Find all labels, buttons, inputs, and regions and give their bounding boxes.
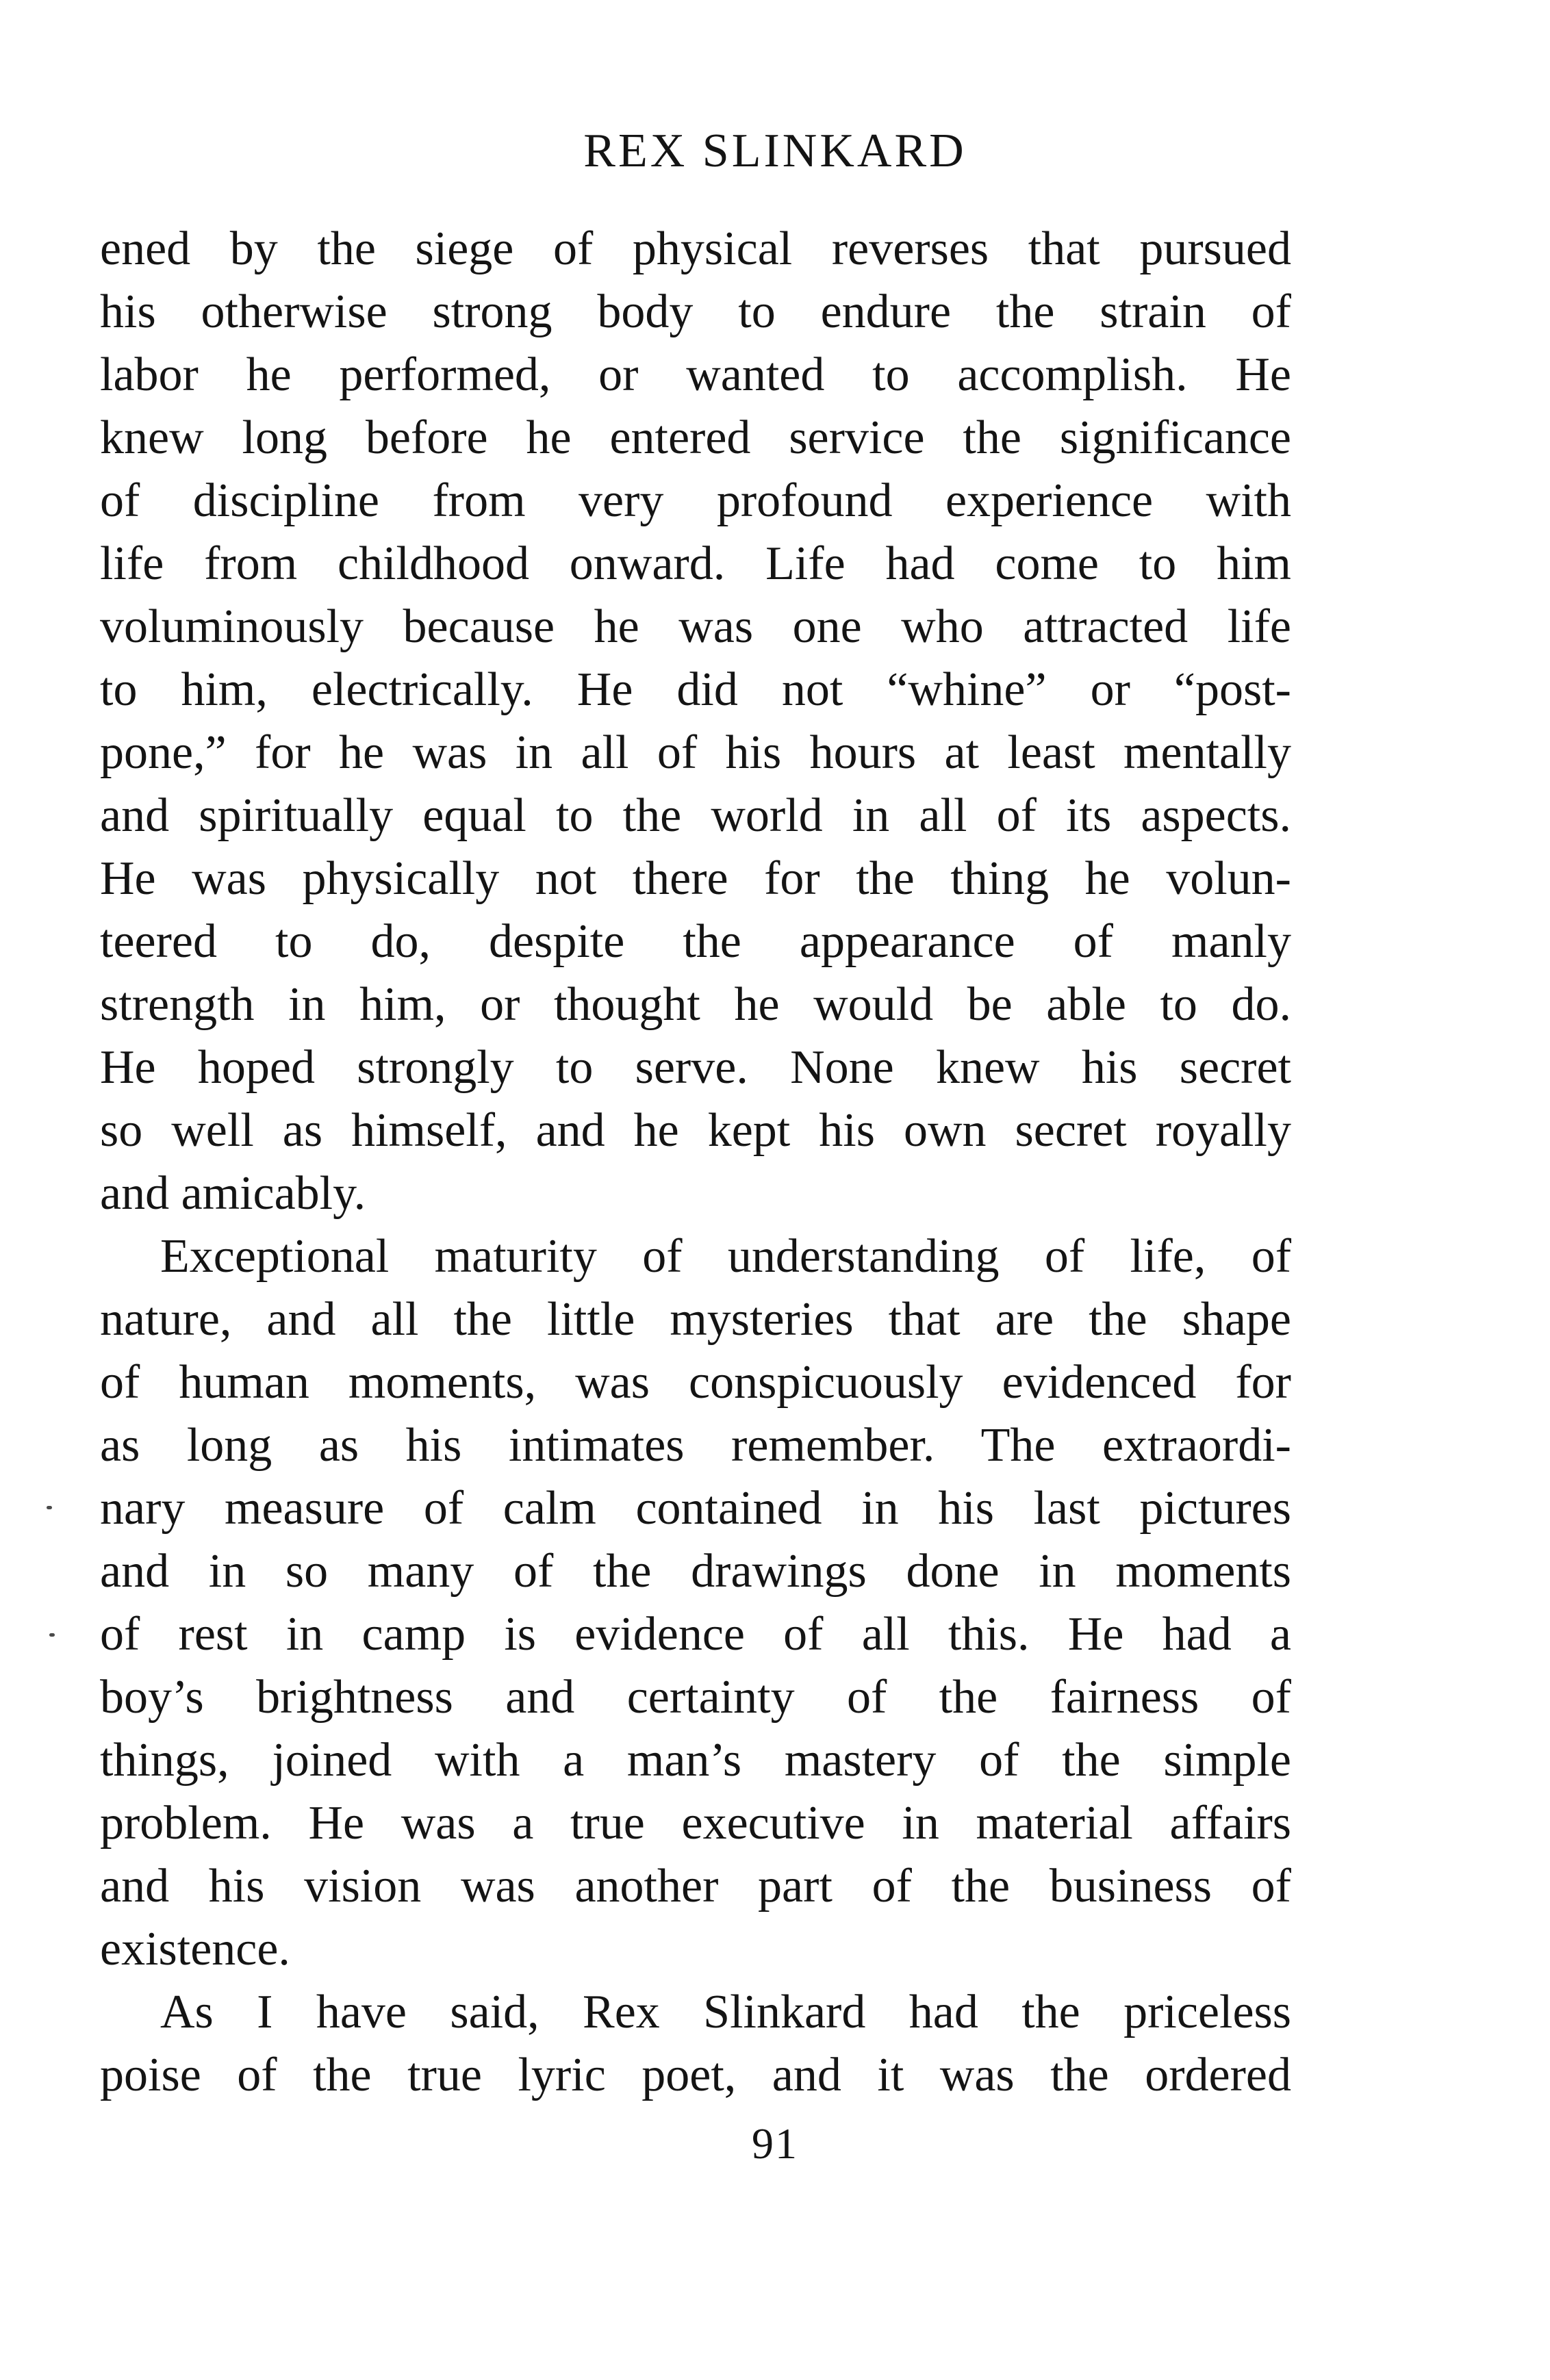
text-line: labor he performed, or wanted to accomplish. He bbox=[100, 348, 1291, 401]
text-line: existence. bbox=[100, 1923, 290, 1975]
text-line: things, joined with a man’s mastery of the simple bbox=[100, 1734, 1291, 1787]
text-line: nature, and all the little mysteries that are the shape bbox=[100, 1293, 1291, 1346]
text-line: Exceptional maturity of understanding of life, of bbox=[160, 1230, 1291, 1283]
text-line: to him, electrically. He did not “whine” or “post- bbox=[100, 663, 1291, 716]
text-line: boy’s brightness and certainty of the fairness of bbox=[100, 1671, 1291, 1724]
page-number: 91 bbox=[752, 2119, 798, 2168]
text-line: He hoped strongly to serve. None knew his secret bbox=[100, 1041, 1291, 1094]
text-line: and amicably. bbox=[100, 1167, 366, 1220]
text-line: nary measure of calm contained in his last pictures bbox=[100, 1482, 1291, 1535]
text-line: and in so many of the drawings done in moments bbox=[100, 1545, 1291, 1598]
text-line: knew long before he entered service the significance bbox=[100, 411, 1291, 464]
margin-speck bbox=[49, 1633, 55, 1637]
text-line: of discipline from very profound experience with bbox=[100, 474, 1291, 527]
running-head: REX SLINKARD bbox=[583, 125, 967, 177]
text-line: He was physically not there for the thing he volun- bbox=[100, 852, 1291, 905]
text-line: and spiritually equal to the world in all of its aspects. bbox=[100, 789, 1291, 842]
text-line: and his vision was another part of the business of bbox=[100, 1860, 1291, 1912]
text-line: teered to do, despite the appearance of manly bbox=[100, 915, 1291, 968]
text-line: As I have said, Rex Slinkard had the priceless bbox=[160, 1986, 1291, 2038]
text-line: ened by the siege of physical reverses that pursued bbox=[100, 222, 1291, 275]
text-line: voluminously because he was one who attracted life bbox=[100, 600, 1291, 653]
body-text bbox=[100, 218, 1291, 2107]
text-line: pone,” for he was in all of his hours at least mentally bbox=[100, 726, 1291, 779]
text-line: of human moments, was conspicuously evidenced for bbox=[100, 1356, 1291, 1409]
margin-speck bbox=[47, 1506, 52, 1509]
text-line: poise of the true lyric poet, and it was the ordered bbox=[100, 2049, 1291, 2101]
text-line: as long as his intimates remember. The extraordi- bbox=[100, 1419, 1291, 1472]
text-line: so well as himself, and he kept his own secret royally bbox=[100, 1104, 1291, 1157]
text-line: problem. He was a true executive in material affairs bbox=[100, 1797, 1291, 1850]
text-line: of rest in camp is evidence of all this. He had a bbox=[100, 1608, 1291, 1661]
text-line: strength in him, or thought he would be able to do. bbox=[100, 978, 1291, 1031]
text-line: his otherwise strong body to endure the strain of bbox=[100, 285, 1291, 338]
text-line: life from childhood onward. Life had come to him bbox=[100, 537, 1291, 590]
